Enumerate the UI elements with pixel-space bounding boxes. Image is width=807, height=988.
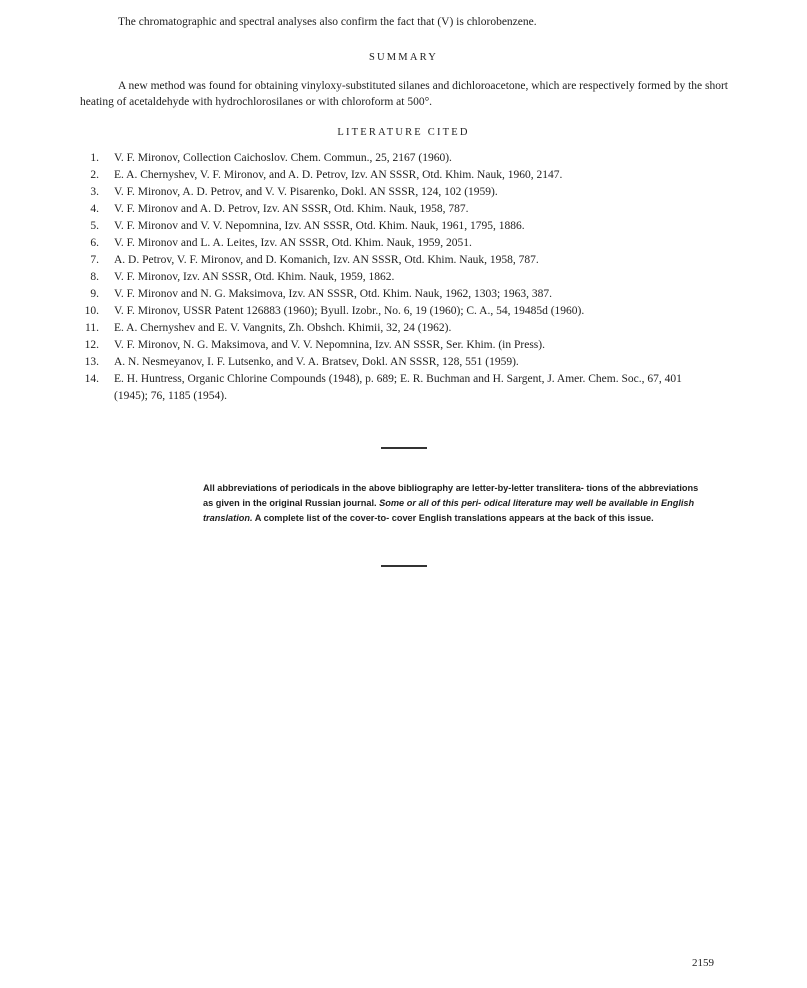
reference-text: E. A. Chernyshev and E. V. Vangnits, Zh. Obshch. Khimii, 32, 24 (1962). — [114, 322, 452, 334]
reference-text: V. F. Mironov, Izv. AN SSSR, Otd. Khim. Nauk, 1959, 1862. — [114, 271, 395, 283]
reference-number: 1. — [90, 152, 99, 164]
reference-item — [80, 303, 700, 320]
reference-text: V. F. Mironov and V. V. Nepomnina, Izv. AN SSSR, Otd. Khim. Nauk, 1961, 1795, 1886. — [114, 220, 525, 232]
reference-number: 10. — [84, 305, 99, 317]
reference-item — [80, 252, 700, 269]
reference-number: 3. — [90, 186, 99, 198]
reference-number: 5. — [90, 220, 99, 232]
note-text: All abbreviations of periodicals in the above bibliography are letter-by-letter translitera- tions of the abbreviations as given in the original Russian journal. — [203, 483, 699, 508]
reference-text: A. D. Petrov, V. F. Mironov, and D. Komanich, Izv. AN SSSR, Otd. Khim. Nauk, 1958, 787. — [114, 254, 539, 266]
reference-number: 11. — [85, 322, 99, 334]
reference-text: V. F. Mironov and L. A. Leites, Izv. AN SSSR, Otd. Khim. Nauk, 1959, 2051. — [114, 237, 472, 249]
reference-item — [80, 235, 700, 252]
divider-rule — [381, 565, 427, 567]
reference-text: A. N. Nesmeyanov, I. F. Lutsenko, and V. A. Bratsev, Dokl. AN SSSR, 128, 551 (1959). — [114, 356, 519, 368]
reference-item — [80, 354, 700, 371]
translation-note — [203, 481, 703, 526]
literature-cited-heading: LITERATURE CITED — [337, 127, 470, 138]
reference-item — [80, 184, 700, 201]
top-text-line: The chromatographic and spectral analyses also confirm the fact that (V) is chlorobenzene. — [118, 16, 537, 28]
reference-text: V. F. Mironov, N. G. Maksimova, and V. V. Nepomnina, Izv. AN SSSR, Ser. Khim. (in Press). — [114, 339, 545, 351]
reference-text: V. F. Mironov and A. D. Petrov, Izv. AN SSSR, Otd. Khim. Nauk, 1958, 787. — [114, 203, 469, 215]
reference-text: E. A. Chernyshev, V. F. Mironov, and A. D. Petrov, Izv. AN SSSR, Otd. Khim. Nauk, 1960, 2147. — [114, 169, 563, 181]
reference-text: V. F. Mironov, Collection Caichoslov. Chem. Commun., 25, 2167 (1960). — [114, 152, 452, 164]
note-italic-text: Some or all of this peri- odical literature may well be available in English translation. — [203, 498, 695, 523]
reference-number: 2. — [90, 169, 99, 181]
reference-number: 8. — [90, 271, 99, 283]
reference-text: V. F. Mironov, A. D. Petrov, and V. V. Pisarenko, Dokl. AN SSSR, 124, 102 (1959). — [114, 186, 498, 198]
reference-number: 4. — [90, 203, 99, 215]
reference-number: 14. — [84, 373, 99, 385]
reference-number: 13. — [84, 356, 99, 368]
reference-item — [80, 371, 700, 405]
summary-heading: SUMMARY — [368, 52, 439, 63]
reference-item — [80, 150, 700, 167]
reference-list — [80, 150, 700, 405]
divider-rule — [381, 447, 427, 449]
reference-text: E. H. Huntress, Organic Chlorine Compounds (1948), p. 689; E. R. Buchman and H. Sargent, J. Amer. Chem. Soc., 67, 401 (1945); 76, 1185 (1954). — [114, 373, 682, 402]
reference-text: V. F. Mironov, USSR Patent 126883 (1960); Byull. Izobr., No. 6, 19 (1960); C. A., 54, 19485d (1960). — [114, 305, 585, 317]
reference-number: 12. — [84, 339, 99, 351]
reference-item — [80, 218, 700, 235]
page-number: 2159 — [692, 957, 714, 969]
summary-paragraph: A new method was found for obtaining vinyloxy-substituted silanes and dichloroacetone, which are respectively formed by the short heating of acetaldehyde with hydrochlorosilanes or with chloroform at 500°. — [80, 80, 728, 108]
reference-number: 9. — [90, 288, 99, 300]
note-text-end: A complete list of the cover-to- cover English translations appears at the back of this issue. — [252, 513, 654, 523]
reference-item — [80, 201, 700, 218]
reference-item — [80, 269, 700, 286]
reference-item — [80, 337, 700, 354]
reference-item — [80, 167, 700, 184]
reference-text: V. F. Mironov and N. G. Maksimova, Izv. AN SSSR, Otd. Khim. Nauk, 1962, 1303; 1963, 387. — [114, 288, 553, 300]
reference-item — [80, 286, 700, 303]
reference-number: 6. — [90, 237, 99, 249]
reference-number: 7. — [90, 254, 99, 266]
reference-item — [80, 320, 700, 337]
